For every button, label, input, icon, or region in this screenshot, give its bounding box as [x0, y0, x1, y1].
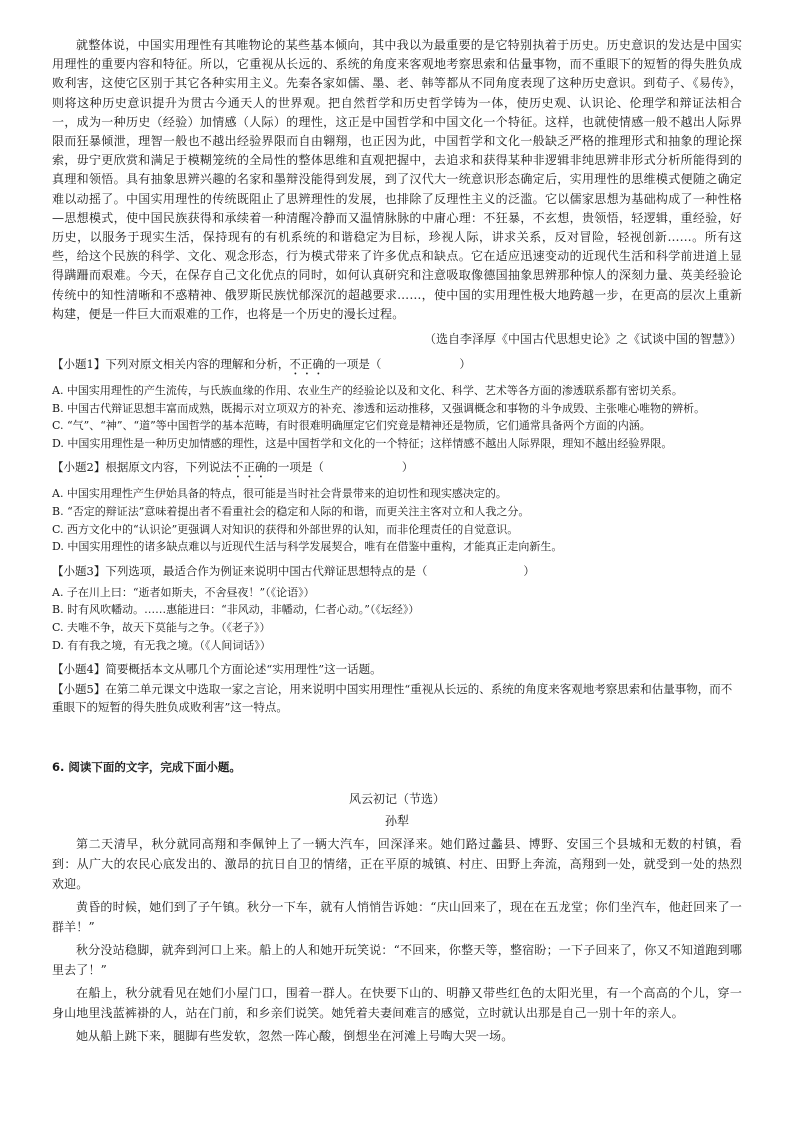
option-b: B. 中国古代辩证思想丰富而成熟，既揭示对立项双方的补充、渗透和运动推移，又强调概念和事物的斗争成毁、主张唯心唯物的辨析。 — [52, 401, 706, 415]
option-a: A. 中国实用理性产生伊始具备的特点，很可能是当时社会背景带来的迫切性和现实感决定的。 — [52, 487, 507, 501]
question-1 — [52, 355, 742, 452]
question-2-stem-pre: 【小题2】根据原文内容，下列说法 — [52, 460, 232, 475]
question-3-stem-close: ） — [523, 563, 535, 578]
story-paragraph-5: 她从船上跳下来，腿脚有些发软，忽然一阵心酸，倒想坐在河滩上号啕大哭一场。 — [76, 1029, 514, 1044]
story-paragraph-2: 黄昏的时候，她们到了子午镇。秋分一下车，就有人悄悄告诉她：“庆山回来了，现在在五龙堂；你们坐汽车，他赶回来了一群羊！” — [52, 900, 742, 935]
story-author: 孙犁 — [384, 814, 409, 829]
story-body — [52, 834, 742, 1046]
option-c: C. 夫唯不争，故天下莫能与之争。（《老子》） — [52, 620, 271, 634]
question-1-emphasis: 不正确 — [289, 357, 324, 372]
story-paragraph-1: 第二天清早，秋分就同高翔和李佩钟上了一辆大汽车，回深泽来。她们路过蠡县、博野、安国三个县城和无数的村镇，看到：从广大的农民心底发出的、激昂的抗日自卫的情绪，正在平原的城镇、村庄、田野上奔流，高翔到一处，就受到一处的热烈欢迎。 — [52, 837, 742, 892]
option-d: D. 中国实用理性的诸多缺点难以与近现代生活与科学发展契合，唯有在借鉴中重构，才能真正走向新生。 — [52, 540, 563, 554]
question-2-stem-post: 的一项是（ — [266, 460, 324, 475]
essay-body: 就整体说，中国实用理性有其唯物论的某些基本倾向，其中我以为最重要的是它特别执着于历史。历史意识的发达是中国实用理性的重要内容和特征。所以，它重视从长远的、系统的角度来客观地考察思索和估量事物，而不重眼下的短暂的得失胜负成败利害，这使它区别于其它各种实用主义。先秦各家如儒、墨、老、韩等都从不同角度表现了这种历史意识。到荀子、《易传》，则将这种历史意识提升为贯古今通天人的世界观。把自然哲学和历史哲学铸为一体，使历史观、认识论、伦理学和辩证法相合一，成为一种历史（经验）加情感（人际）的理性，这正是中国哲学和中国文化一个特征。这样，也就使情感一般不越出人际界限而狂暴倾泄，理智一般也不越出经验界限而自由翱翔，也正因为此，中国哲学和文化一般缺乏严格的推理形式和抽象的理论探索，毋宁更欣赏和满足于模糊笼统的全局性的整体思维和直观把握中，去追求和获得某种非逻辑非纯思辨非形式分析所能得到的真理和领悟。具有抽象思辨兴趣的名家和墨辩没能得到发展，到了汉代大一统意识形态确定后，实用理性的思维模式便随之确定难以动摇了。中国实用理性的传统既阻止了思辨理性的发展，也排除了反理性主义的泛滥。它以儒家思想为基础构成了一种性格—思想模式，使中国民族获得和承续着一种清醒冷静而又温情脉脉的中庸心理：不狂暴，不玄想，贵领悟，轻逻辑，重经验，好历史，以服务于现实生活，保持现有的有机系统的和谐稳定为目标，珍视人际，讲求关系，反对冒险，轻视创新……。所有这些，给这个民族的科学、文化、观念形态，行为模式带来了许多优点和缺点。它在适应迅速变动的近现代生活和科学前进道上显得蹒跚而艰难。今天，在保存自己文化优点的同时，如何认真研究和注意吸取像德国抽象思辨那种惊人的深刻力量、英美经验论传统中的知性清晰和不惑精神、俄罗斯民族忧郁深沉的超越要求……，使中国的实用理性极大地跨越一步，在更高的层次上重新构建，便是一件巨大而艰难的工作，也将是一个历史的漫长过程。 — [52, 38, 742, 321]
question-4: 【小题4】简要概括本文从哪几个方面论述“实用理性”这一话题。 — [52, 662, 382, 677]
question-2-stem — [52, 458, 742, 481]
option-d: D. 中国实用理性是一种历史加情感的理性，这是中国哲学和文化的一个特征；这样情感不越出人际界限，理知不越出经验界限。 — [52, 436, 673, 450]
question-5: 【小题5】在第二单元课文中选取一家之言论，用来说明中国实用理性“重视从长远的、系统的角度来客观地考察思索和估量事物，而不重眼下的短暂的得失胜负成败利害”这一特点。 — [52, 682, 733, 715]
question-3-stem — [52, 562, 742, 580]
option-a: A. 中国实用理性的产生流传，与氏族血缘的作用、农业生产的经验论以及和文化、科学、艺术等各方面的渗透联系都有密切关系。 — [52, 384, 683, 398]
question-3 — [52, 562, 742, 654]
question-3-stem-pre: 【小题3】下列选项，最适合作为例证来说明中国古代辩证思想特点的是（ — [52, 563, 428, 578]
question-1-stem-close: ） — [459, 357, 471, 372]
question-2-emphasis: 不正确 — [231, 460, 267, 475]
essay-source: （选自李泽厚《中国古代思想史论》之《试谈中国的智慧》） — [423, 332, 742, 347]
question-2-stem-close: ） — [401, 460, 414, 475]
story-paragraph-4: 在船上，秋分就看见在她们小屋门口，围着一群人。在快要下山的、明静又带些红色的太阳光里，有一个高高的个儿，穿一身山地里浅蓝裤褂的人，站在门前，和乡亲们说笑。她凭着夫妻间难言的感觉，立时就认出那是自己一别十年的亲人。 — [52, 986, 742, 1021]
question-2 — [52, 458, 742, 555]
question-1-stem-post: 的一项是（ — [323, 357, 382, 372]
option-d: D. 有有我之境，有无我之境。（《人间词话》） — [52, 638, 271, 652]
option-a: A. 子在川上曰：“逝者如斯夫，不舍昼夜！”（《论语》） — [52, 585, 315, 599]
document-page — [52, 36, 742, 1046]
question-1-stem-pre: 【小题1】下列对原文相关内容的理解和分析， — [52, 357, 290, 372]
option-b: B. “否定的辩证法”意味着提出者不看重社会的稳定和人际的和谐，而更关注主客对立和人我之分。 — [52, 505, 530, 519]
story-title: 风云初记（节选） — [348, 792, 445, 807]
option-b: B. 时有风吹幡动。……惠能进曰：“非风动，非幡动，仁者心动。”（《坛经》） — [52, 603, 420, 617]
question-1-stem — [52, 355, 742, 378]
section-6-heading: 6. 阅读下面的文字，完成下面小题。 — [52, 760, 241, 775]
story-paragraph-3: 秋分没站稳脚，就奔到河口上来。船上的人和她开玩笑说：“不回来，你整天等，整宿盼；一下子回来了，你又不知道跑到哪里去了！” — [52, 943, 742, 978]
option-c: C. “气”、“神”、“道”等中国哲学的基本范畴，有时很难明确厘定它们究竟是精神还是物质，它们通常具备两个方面的内涵。 — [52, 419, 651, 433]
option-c: C. 西方文化中的“认识论”更强调人对知识的获得和外部世界的认知，而非伦理责任的自觉意识。 — [52, 522, 519, 536]
